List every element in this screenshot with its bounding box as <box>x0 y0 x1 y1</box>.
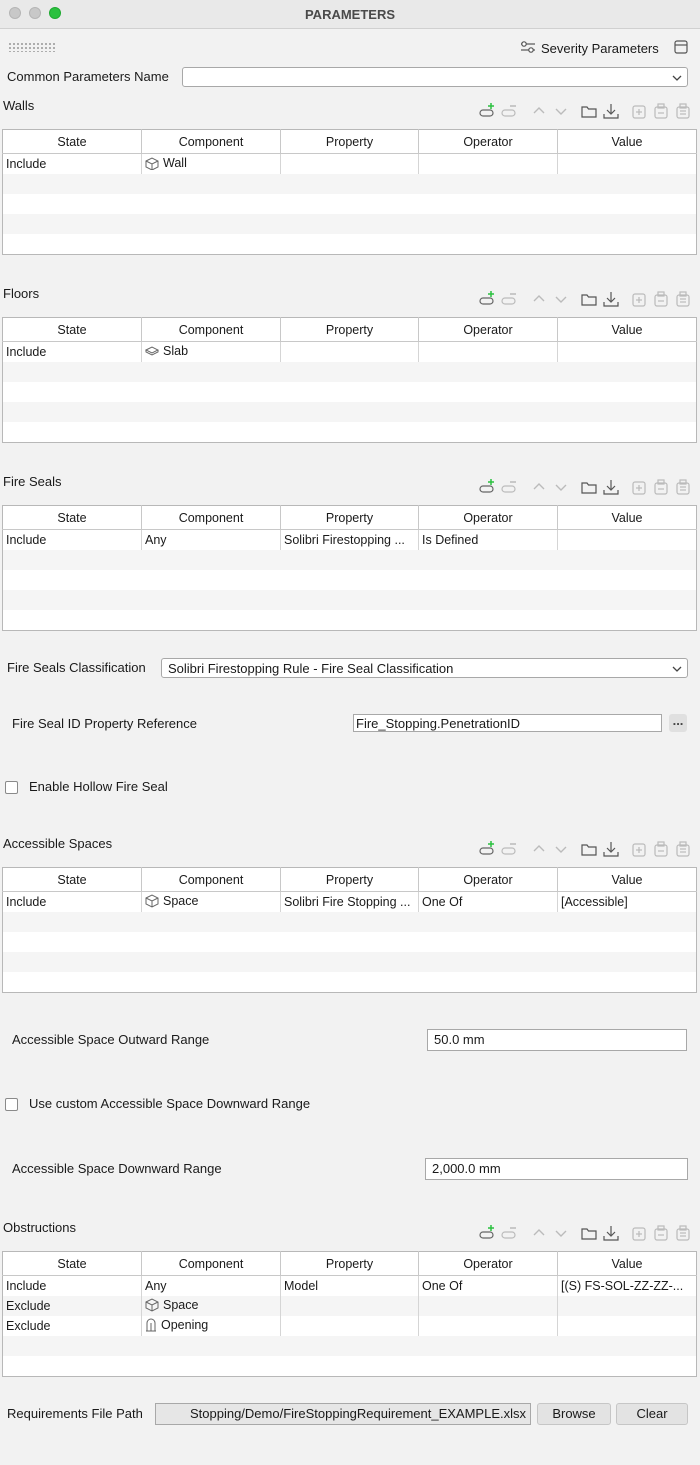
requirements-file-path-field[interactable] <box>155 1403 531 1425</box>
value-cell[interactable] <box>558 342 697 363</box>
value-cell[interactable] <box>558 1296 697 1316</box>
more-options-button[interactable]: ... <box>669 714 687 732</box>
floors-toolbar <box>478 290 698 308</box>
import-icon[interactable] <box>602 102 620 120</box>
state-cell[interactable]: Include <box>3 892 142 913</box>
wall-icon <box>145 157 159 173</box>
property-cell[interactable]: Model <box>281 1276 419 1297</box>
sliders-icon <box>520 41 536 56</box>
clear-button[interactable]: Clear <box>616 1403 688 1425</box>
add-row-icon[interactable] <box>478 1224 496 1242</box>
column-header-value[interactable]: Value <box>558 130 697 154</box>
column-header-state[interactable]: State <box>3 506 142 530</box>
empty-row <box>3 610 697 631</box>
obstructions-title: Obstructions <box>3 1220 76 1235</box>
property-cell[interactable] <box>281 154 419 175</box>
add-row-icon[interactable] <box>478 840 496 858</box>
cut-icon[interactable] <box>652 840 670 858</box>
empty-row <box>3 590 697 610</box>
component-label: Space <box>163 1297 199 1312</box>
remove-row-icon[interactable] <box>500 478 518 496</box>
column-header-property[interactable]: Property <box>281 868 419 892</box>
copy-icon[interactable] <box>630 102 648 120</box>
column-header-operator[interactable]: Operator <box>419 130 558 154</box>
outward-range-label: Accessible Space Outward Range <box>12 1032 210 1047</box>
empty-row <box>3 422 697 443</box>
cut-icon[interactable] <box>652 290 670 308</box>
cut-icon[interactable] <box>652 478 670 496</box>
floors-table <box>2 317 697 443</box>
accessible-spaces-table <box>2 867 697 993</box>
state-cell[interactable]: Include <box>3 342 142 363</box>
operator-cell[interactable] <box>419 1296 558 1316</box>
column-header-property[interactable]: Property <box>281 130 419 154</box>
empty-row <box>3 362 697 382</box>
column-header-component[interactable]: Component <box>142 506 281 530</box>
slab-icon <box>145 345 159 361</box>
chevron-down-icon <box>672 662 682 677</box>
operator-cell[interactable] <box>419 342 558 363</box>
add-row-icon[interactable] <box>478 290 496 308</box>
empty-row <box>3 174 697 194</box>
empty-row <box>3 952 697 972</box>
component-cell[interactable]: Any <box>142 530 281 551</box>
panel-layout-icon[interactable] <box>674 40 688 57</box>
walls-title: Walls <box>3 98 35 113</box>
table-row[interactable] <box>3 1276 697 1297</box>
downward-range-label: Accessible Space Downward Range <box>12 1161 222 1176</box>
remove-row-icon[interactable] <box>500 1224 518 1242</box>
window-titlebar <box>0 0 700 29</box>
column-header-value[interactable]: Value <box>558 318 697 342</box>
empty-row <box>3 1336 697 1356</box>
open-folder-icon[interactable] <box>580 1224 598 1242</box>
severity-parameters-button[interactable] <box>520 39 659 57</box>
column-header-operator[interactable]: Operator <box>419 506 558 530</box>
copy-icon[interactable] <box>630 1224 648 1242</box>
walls-toolbar <box>478 102 698 120</box>
fire-seal-id-field[interactable]: Fire_Stopping.PenetrationID <box>353 714 662 732</box>
accessible-spaces-toolbar <box>478 840 698 858</box>
empty-row <box>3 972 697 993</box>
move-up-icon[interactable] <box>530 290 548 308</box>
empty-row <box>3 234 697 255</box>
state-cell[interactable]: Exclude <box>3 1296 142 1316</box>
empty-row <box>3 932 697 952</box>
move-up-icon[interactable] <box>530 1224 548 1242</box>
fire-seal-id-label: Fire Seal ID Property Reference <box>12 716 197 731</box>
component-cell[interactable] <box>142 1316 281 1336</box>
table-row[interactable] <box>3 342 697 363</box>
fire-seals-title: Fire Seals <box>3 474 62 489</box>
move-down-icon[interactable] <box>552 478 570 496</box>
column-header-state[interactable]: State <box>3 130 142 154</box>
column-header-component[interactable]: Component <box>142 130 281 154</box>
column-header-property[interactable]: Property <box>281 1252 419 1276</box>
column-header-operator[interactable]: Operator <box>419 868 558 892</box>
empty-row <box>3 1356 697 1377</box>
component-cell[interactable]: Any <box>142 1276 281 1297</box>
empty-row <box>3 570 697 590</box>
empty-row <box>3 402 697 422</box>
remove-row-icon[interactable] <box>500 840 518 858</box>
paste-icon[interactable] <box>674 1224 692 1242</box>
copy-icon[interactable] <box>630 840 648 858</box>
copy-icon[interactable] <box>630 290 648 308</box>
component-cell[interactable] <box>142 1296 281 1316</box>
paste-icon[interactable] <box>674 290 692 308</box>
column-header-state[interactable]: State <box>3 1252 142 1276</box>
component-label: Space <box>163 893 199 908</box>
column-header-value[interactable]: Value <box>558 1252 697 1276</box>
table-row[interactable] <box>3 530 697 551</box>
requirements-file-path-label: Requirements File Path <box>7 1406 143 1421</box>
browse-button[interactable]: Browse <box>537 1403 611 1425</box>
component-cell[interactable] <box>142 342 281 363</box>
property-cell[interactable]: Solibri Fire Stopping ... <box>281 892 419 913</box>
move-down-icon[interactable] <box>552 840 570 858</box>
table-row[interactable] <box>3 1296 697 1316</box>
column-header-operator[interactable]: Operator <box>419 318 558 342</box>
floors-title: Floors <box>3 286 40 301</box>
space-icon <box>145 894 159 911</box>
opening-icon <box>145 1318 157 1335</box>
column-header-component[interactable]: Component <box>142 1252 281 1276</box>
column-header-property[interactable]: Property <box>281 318 419 342</box>
open-folder-icon[interactable] <box>580 840 598 858</box>
custom-downward-range-checkbox[interactable] <box>5 1098 18 1111</box>
column-header-component[interactable]: Component <box>142 868 281 892</box>
cut-icon[interactable] <box>652 102 670 120</box>
common-parameters-label: Common Parameters Name <box>7 69 169 84</box>
hollow-fire-seal-checkbox[interactable] <box>5 781 18 794</box>
value-cell[interactable] <box>558 530 697 551</box>
state-cell[interactable]: Exclude <box>3 1316 142 1336</box>
move-up-icon[interactable] <box>530 102 548 120</box>
column-header-state[interactable]: State <box>3 868 142 892</box>
empty-row <box>3 382 697 402</box>
state-cell[interactable]: Include <box>3 154 142 175</box>
paste-icon[interactable] <box>674 478 692 496</box>
column-header-operator[interactable]: Operator <box>419 1252 558 1276</box>
custom-downward-range-label: Use custom Accessible Space Downward Range <box>29 1096 311 1111</box>
table-row[interactable] <box>3 1316 697 1336</box>
add-row-icon[interactable] <box>478 102 496 120</box>
accessible-spaces-title: Accessible Spaces <box>3 836 113 851</box>
table-row[interactable] <box>3 154 697 175</box>
value-cell[interactable] <box>558 1316 697 1336</box>
operator-cell[interactable] <box>419 1316 558 1336</box>
move-up-icon[interactable] <box>530 478 548 496</box>
import-icon[interactable] <box>602 840 620 858</box>
column-header-state[interactable]: State <box>3 318 142 342</box>
chevron-down-icon <box>672 71 682 86</box>
value-cell[interactable]: [Accessible] <box>561 895 628 909</box>
column-header-property[interactable]: Property <box>281 506 419 530</box>
copy-icon[interactable] <box>630 478 648 496</box>
paste-icon[interactable] <box>674 840 692 858</box>
remove-row-icon[interactable] <box>500 102 518 120</box>
column-header-component[interactable]: Component <box>142 318 281 342</box>
common-parameters-dropdown[interactable] <box>182 67 688 87</box>
component-label: Opening <box>161 1317 209 1332</box>
operator-cell[interactable]: One Of <box>419 892 558 913</box>
operator-cell[interactable]: One Of <box>419 1276 558 1297</box>
fire-seals-toolbar <box>478 478 698 496</box>
table-row[interactable] <box>3 892 697 913</box>
move-down-icon[interactable] <box>552 290 570 308</box>
operator-cell[interactable] <box>419 154 558 175</box>
paste-icon[interactable] <box>674 102 692 120</box>
empty-row <box>3 214 697 234</box>
walls-table <box>2 129 697 255</box>
fire-seals-table <box>2 505 697 631</box>
state-cell[interactable]: Include <box>3 1276 142 1297</box>
downward-range-field[interactable]: 2,000.0 mm <box>425 1158 688 1180</box>
fire-seals-classification-value: Solibri Firestopping Rule - Fire Seal Classification <box>168 661 454 676</box>
remove-row-icon[interactable] <box>500 290 518 308</box>
column-header-value[interactable]: Value <box>558 506 697 530</box>
property-cell[interactable] <box>281 1296 419 1316</box>
empty-row <box>3 550 697 570</box>
add-row-icon[interactable] <box>478 478 496 496</box>
hollow-fire-seal-label: Enable Hollow Fire Seal <box>29 779 168 794</box>
requirements-file-path-value: Stopping/Demo/FireStoppingRequirement_EXAMPLE.xlsx <box>189 1406 526 1421</box>
severity-parameters-label: Severity Parameters <box>541 40 659 56</box>
property-cell[interactable] <box>281 342 419 363</box>
open-folder-icon[interactable] <box>580 478 598 496</box>
move-down-icon[interactable] <box>552 1224 570 1242</box>
value-cell[interactable] <box>558 154 697 175</box>
component-cell[interactable] <box>142 892 281 913</box>
outward-range-field[interactable]: 50.0 mm <box>427 1029 687 1051</box>
window-title: PARAMETERS <box>304 7 396 22</box>
property-cell[interactable]: Solibri Firestopping ... <box>281 530 419 551</box>
component-label: Wall <box>163 155 187 170</box>
obstructions-table <box>2 1251 697 1377</box>
open-folder-icon[interactable] <box>580 102 598 120</box>
empty-row <box>3 912 697 932</box>
value-cell[interactable]: [(S) FS-SOL-ZZ-ZZ-... <box>561 1279 684 1293</box>
cut-icon[interactable] <box>652 1224 670 1242</box>
move-up-icon[interactable] <box>530 840 548 858</box>
column-header-value[interactable]: Value <box>558 868 697 892</box>
empty-row <box>3 194 697 214</box>
component-label: Slab <box>163 343 189 358</box>
drag-handle[interactable] <box>8 42 56 52</box>
fire-seals-classification-dropdown[interactable] <box>161 658 688 678</box>
import-icon[interactable] <box>602 1224 620 1242</box>
open-folder-icon[interactable] <box>580 290 598 308</box>
space-icon <box>145 1298 159 1315</box>
move-down-icon[interactable] <box>552 102 570 120</box>
obstructions-toolbar <box>478 1224 698 1242</box>
import-icon[interactable] <box>602 290 620 308</box>
import-icon[interactable] <box>602 478 620 496</box>
fire-seals-classification-label: Fire Seals Classification <box>7 660 146 675</box>
property-cell[interactable] <box>281 1316 419 1336</box>
operator-cell[interactable]: Is Defined <box>419 530 558 551</box>
component-cell[interactable] <box>142 154 281 175</box>
state-cell[interactable]: Include <box>3 530 142 551</box>
